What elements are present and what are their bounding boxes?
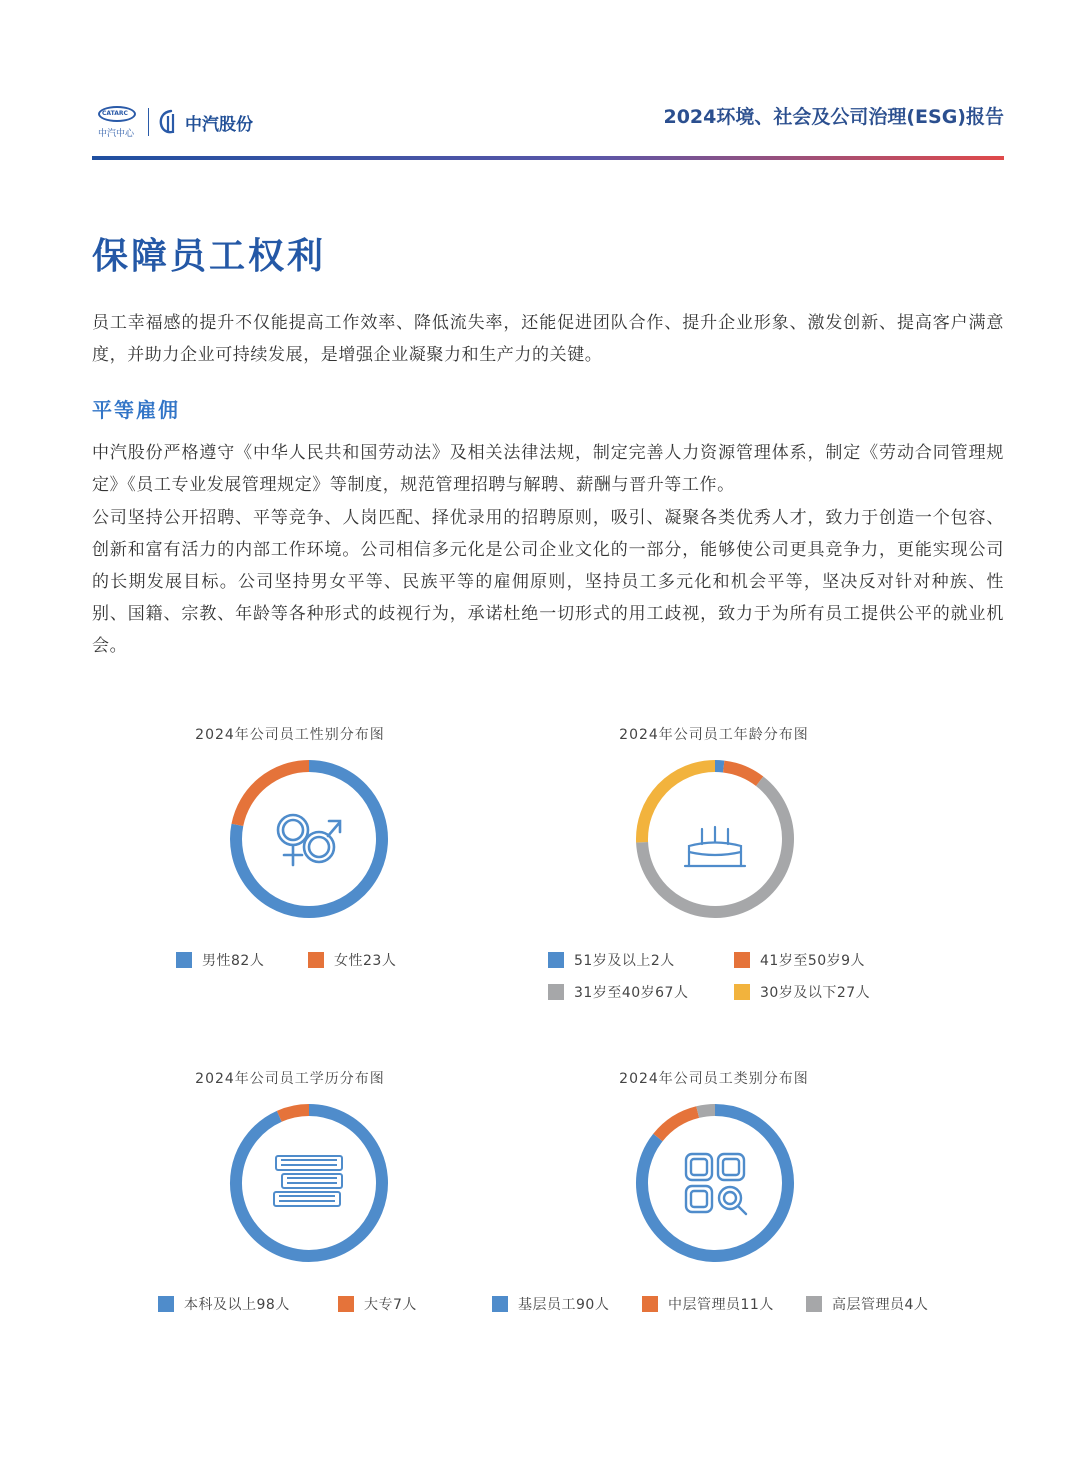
chart-title: 2024年公司员工年龄分布图 [619, 727, 809, 743]
legend-item-bachelor-plus [158, 1294, 290, 1314]
legend-swatch [548, 984, 564, 1000]
section-paragraph-2: 公司坚持公开招聘、平等竞争、人岗匹配、择优录用的招聘原则，吸引、凝聚各类优秀人才，致力于创造一个包容、创新和富有活力的内部工作环境。公司相信多元化是公司企业文化的一部分，能够使公司更具竞争力，更能实现公司的长期发展目标。公司坚持男女平等、民族平等的雇佣原则，坚持员工多元化和机会平等，坚决反对针对种族、性别、国籍、宗教、年龄等各种形式的歧视行为，承诺杜绝一切形式的用工歧视，致力于为所有员工提供公平的就业机会。 [92, 508, 1004, 656]
legend-swatch [642, 1296, 658, 1312]
donut-slice-2 [724, 767, 760, 782]
legend-item-30-under [734, 982, 870, 1002]
legend-swatch [734, 984, 750, 1000]
age-donut [630, 754, 800, 924]
legend-item-31-40 [548, 982, 688, 1002]
gender-donut [224, 754, 394, 924]
logo-group [98, 102, 253, 142]
company-name: 中汽股份 [185, 114, 253, 135]
company-logo-icon [157, 108, 179, 136]
category-donut [630, 1098, 800, 1268]
legend-label: 本科及以上98人 [184, 1297, 290, 1313]
age-chart [444, 724, 984, 1024]
donut-slice-1 [715, 766, 724, 767]
donut-slice-2 [658, 1112, 698, 1137]
category-grid-icon [686, 1154, 746, 1214]
donut-slice-4 [642, 766, 715, 842]
page-header [92, 96, 1004, 162]
books-stack-icon [274, 1156, 342, 1206]
donut-slice-2 [279, 1110, 309, 1116]
legend-swatch [158, 1296, 174, 1312]
legend-item-male [176, 950, 264, 970]
legend-label: 基层员工90人 [518, 1297, 610, 1313]
chart-title: 2024年公司员工学历分布图 [195, 1071, 385, 1087]
section-heading: 平等雇佣 [92, 398, 180, 422]
education-donut [224, 1098, 394, 1268]
intro-paragraph: 员工幸福感的提升不仅能提高工作效率、降低流失率，还能促进团队合作、提升企业形象、激发创新、提高客户满意度，并助力企业可持续发展，是增强企业凝聚力和生产力的关键。 [92, 313, 1004, 365]
section-paragraph-1: 中汽股份严格遵守《中华人民共和国劳动法》及相关法律法规，制定完善人力资源管理体系，制定《劳动合同管理规定》《员工专业发展管理规定》等制度，规范管理招聘与解聘、薪酬与晋升等工作。 [92, 443, 1004, 495]
chart-title: 2024年公司员工类别分布图 [619, 1071, 809, 1087]
legend-label: 30岁及以下27人 [760, 985, 871, 1001]
legend-item-51-plus [548, 950, 675, 970]
legend-item-senior-management [806, 1294, 928, 1314]
donut-slice-3 [698, 1110, 715, 1112]
chart-title: 2024年公司员工性别分布图 [195, 727, 385, 743]
legend-label: 女性23人 [334, 953, 397, 969]
legend-label: 51岁及以上2人 [574, 953, 675, 969]
page-title: 保障员工权利 [92, 236, 327, 277]
legend-label: 大专7人 [364, 1297, 417, 1313]
legend-item-middle-management [642, 1294, 774, 1314]
donut-slice-3 [642, 781, 788, 912]
catarc-name: 中汽中心 [98, 129, 135, 139]
catarc-mark-text: CATARC [102, 110, 128, 117]
legend-swatch [548, 952, 564, 968]
legend-item-female [308, 950, 396, 970]
legend-label: 31岁至40岁67人 [574, 985, 689, 1001]
legend-label: 高层管理员4人 [832, 1297, 929, 1313]
legend-swatch [734, 952, 750, 968]
category-chart [444, 1068, 984, 1368]
legend-item-staff [492, 1294, 609, 1314]
legend-swatch [176, 952, 192, 968]
catarc-logo [98, 104, 138, 140]
legend-label: 男性82人 [202, 953, 265, 969]
gender-symbols-icon [278, 815, 340, 865]
report-title: 2024环境、社会及公司治理(ESG)报告 [663, 106, 1004, 128]
legend-item-associate [338, 1294, 417, 1314]
logo-divider [148, 108, 149, 136]
legend-item-41-50 [734, 950, 865, 970]
header-gradient-bar [92, 156, 1004, 160]
legend-swatch [492, 1296, 508, 1312]
legend-swatch [308, 952, 324, 968]
legend-label: 中层管理员11人 [668, 1297, 774, 1313]
birthday-cake-icon [685, 827, 745, 866]
legend-label: 41岁至50岁9人 [760, 953, 866, 969]
legend-swatch [338, 1296, 354, 1312]
legend-swatch [806, 1296, 822, 1312]
